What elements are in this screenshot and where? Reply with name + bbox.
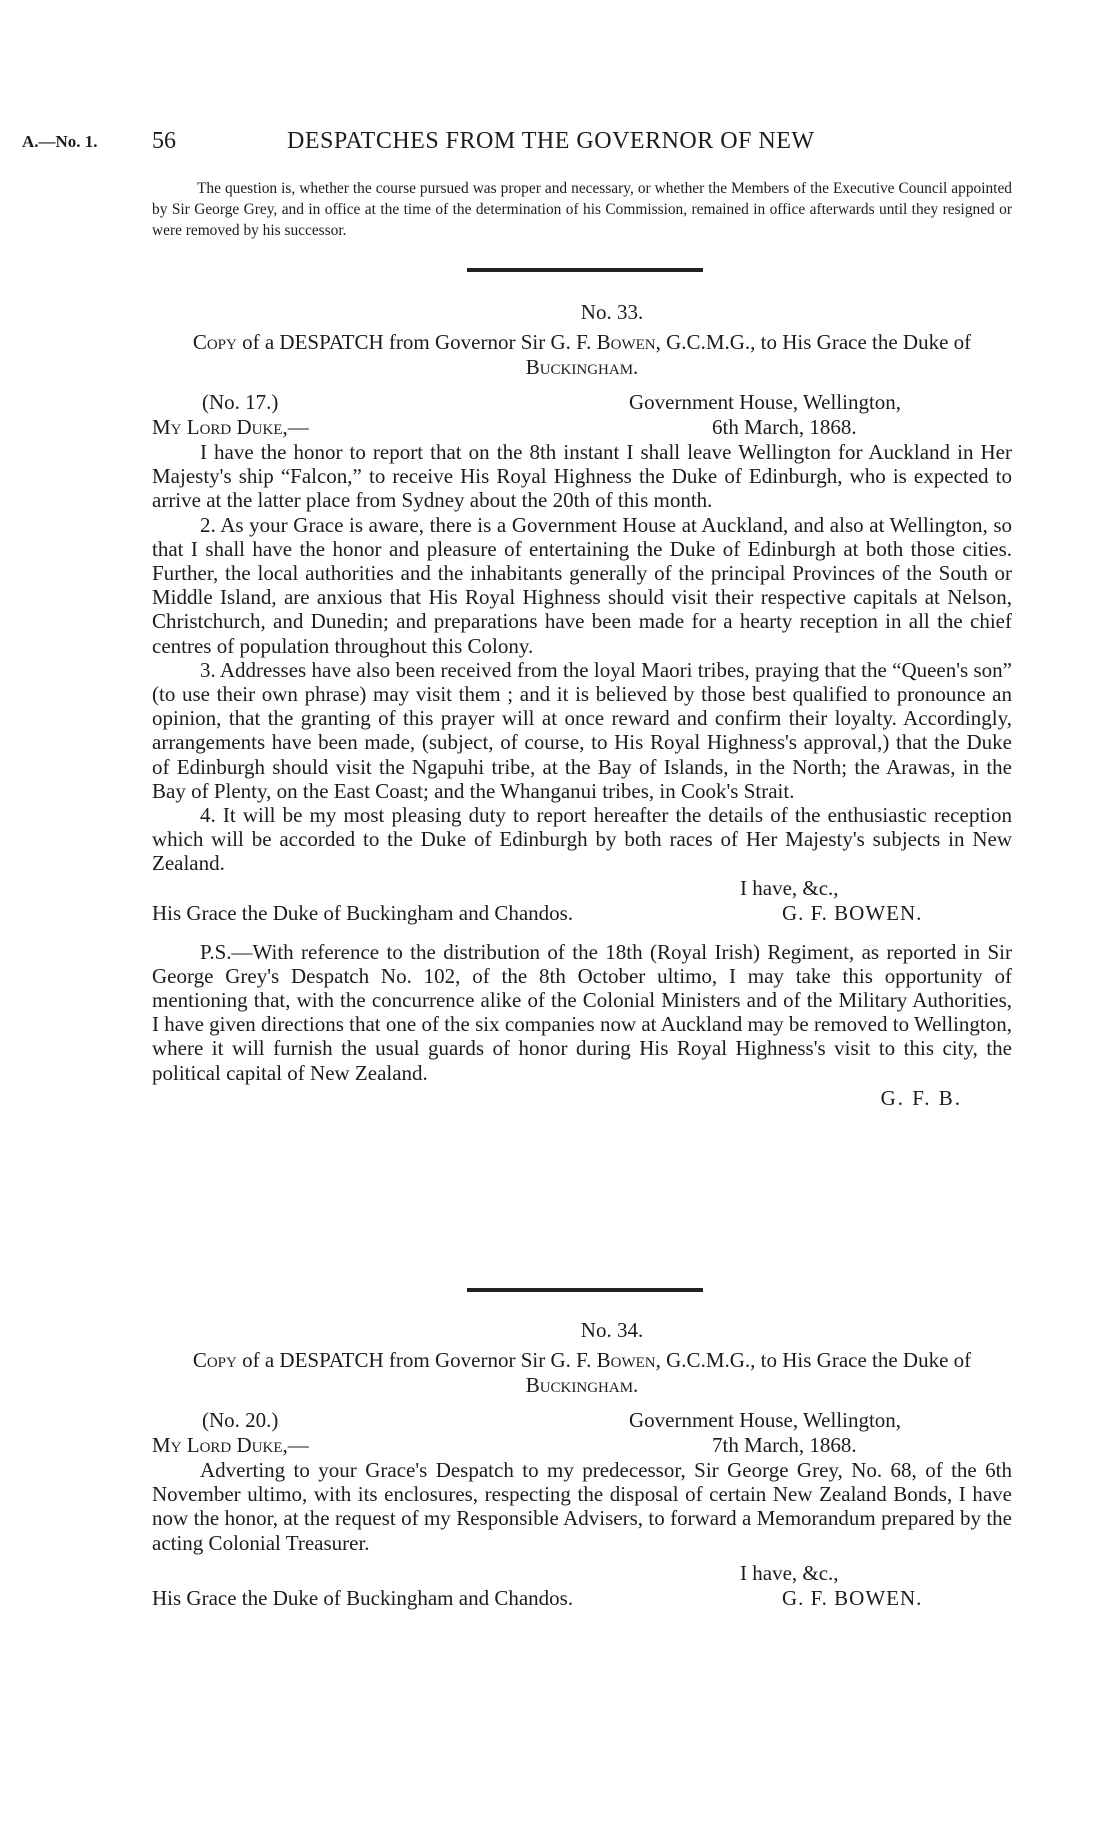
closing: I have, &c., <box>740 1560 839 1585</box>
despatch-33 <box>152 300 1012 1111</box>
section-divider <box>467 268 703 272</box>
title-bowen: Bowen <box>596 330 656 354</box>
salutation: My Lord Duke,— <box>152 415 309 439</box>
salutation: My Lord Duke,— <box>152 1433 309 1457</box>
section-divider <box>467 1288 703 1292</box>
title-middle: of a DESPATCH from Governor Sir G. F. <box>236 330 597 354</box>
title-buckingham: Buckingham <box>525 1373 634 1397</box>
title-after: , G.C.M.G., to His Grace the Duke of <box>655 1348 972 1372</box>
despatch-number: No. 34. <box>580 1318 644 1342</box>
signer: G. F. BOWEN. <box>782 1585 923 1610</box>
despatch-34 <box>152 1318 1012 1611</box>
despatch-body <box>152 440 1012 876</box>
despatch-place: Government House, Wellington, <box>629 390 902 414</box>
despatch-ref-line <box>152 390 1012 415</box>
page-header <box>22 128 1082 158</box>
despatch-date: 6th March, 1868. <box>712 415 857 439</box>
postscript <box>152 940 1012 1085</box>
intro-paragraph <box>152 178 1012 241</box>
title-after: , G.C.M.G., to His Grace the Duke of <box>655 330 972 354</box>
addressee: His Grace the Duke of Buckingham and Chandos. <box>152 900 574 925</box>
title-end: . <box>633 1373 639 1397</box>
postscript-initials: G. F. B. <box>880 1085 962 1110</box>
despatch-body <box>152 1458 1012 1555</box>
title-end: . <box>633 355 639 379</box>
salutation-line <box>152 1433 1012 1458</box>
title-bowen: Bowen <box>596 1348 656 1372</box>
despatch-title <box>152 1348 1012 1398</box>
closing: I have, &c., <box>740 875 839 900</box>
paragraph-2: 2. As your Grace is aware, there is a Government House at Auckland, and also at Wellington, so that I shall have the honor and pleasure of entertaining the Duke of Edinburgh at both those cities. Further, the local authorities and the inhabitants generally of the principal Provinces of the South or Middle Island, are anxious that His Royal Highness should visit their respective capitals at Nelson, Christchurch, and Dunedin; and preparations have been made for a hearty reception in all the chief centres of population throughout this Colony. <box>152 512 1012 658</box>
title-copy: Copy <box>192 330 237 354</box>
paragraph-4: 4. It will be my most pleasing duty to report hereafter the details of the enthusiastic reception which will be accorded to the Duke of Edinburgh by both races of Her Majesty's subjects in New Zealand. <box>152 803 1012 876</box>
paper-reference: A.—No. 1. <box>22 132 98 151</box>
running-title: DESPATCHES FROM THE GOVERNOR OF NEW <box>287 128 815 154</box>
despatch-place: Government House, Wellington, <box>629 1408 902 1432</box>
despatch-ref: (No. 20.) <box>202 1408 279 1432</box>
paragraph-3: 3. Addresses have also been received from the loyal Maori tribes, praying that the “Queen's son” (to use their own phrase) may visit them ; and it is believed by those best qualified to pronounce an opinion, that the granting of this prayer will at once reward and confirm their loyalty. Accordingly, arrangements have been made, (subject, of course, to His Royal Highness's approval,) that the Duke of Edinburgh should visit the Ngapuhi tribe, at the Bay of Islands, in the North; the Arawas, in the Bay of Plenty, on the East Coast; and the Whanganui tribes, in Cook's Strait. <box>152 657 1012 803</box>
despatch-title <box>152 330 1012 380</box>
title-buckingham: Buckingham <box>525 355 634 379</box>
title-copy: Copy <box>192 1348 237 1372</box>
salutation-line <box>152 415 1012 440</box>
postscript-text: P.S.—With reference to the distribution of the 18th (Royal Irish) Regiment, as reported in Sir George Grey's Despatch No. 102, of the 8th October ultimo, I may take this opportunity of mentioning that, with the concurrence alike of the Colonial Ministers and of the Military Authorities, I have given directions that one of the six companies now at Auckland may be removed to Wellington, where it will furnish the usual guards of honor during His Royal Highness's visit to this city, the political capital of New Zealand. <box>152 939 1012 1085</box>
signature-block <box>152 1561 1012 1611</box>
despatch-ref: (No. 17.) <box>202 390 279 414</box>
title-middle: of a DESPATCH from Governor Sir G. F. <box>236 1348 597 1372</box>
despatch-date: 7th March, 1868. <box>712 1433 857 1457</box>
signature-block <box>152 876 1012 926</box>
despatch-number: No. 33. <box>580 300 644 324</box>
paragraph-1: Adverting to your Grace's Despatch to my predecessor, Sir George Grey, No. 68, of the 6th November ultimo, with its enclosures, respecting the disposal of certain New Zealand Bonds, I have now the honor, at the request of my Responsible Advisers, to forward a Memorandum prepared by the acting Colonial Treasurer. <box>152 1458 1012 1555</box>
intro-text: The question is, whether the course pursued was proper and necessary, or whether the Members of the Executive Council appointed by Sir George Grey, and in office at the time of the determination of his Commission, remained in office afterwards until they resigned or were removed by his successor. <box>152 180 1012 239</box>
page-number: 56 <box>152 128 176 154</box>
despatch-ref-line <box>152 1408 1012 1433</box>
signer: G. F. BOWEN. <box>782 900 923 925</box>
addressee: His Grace the Duke of Buckingham and Chandos. <box>152 1585 574 1610</box>
paragraph-1: I have the honor to report that on the 8th instant I shall leave Wellington for Auckland in Her Majesty's ship “Falcon,” to receive His Royal Highness the Duke of Edinburgh, who is expected to arrive at the latter place from Sydney about the 20th of this month. <box>152 440 1012 513</box>
